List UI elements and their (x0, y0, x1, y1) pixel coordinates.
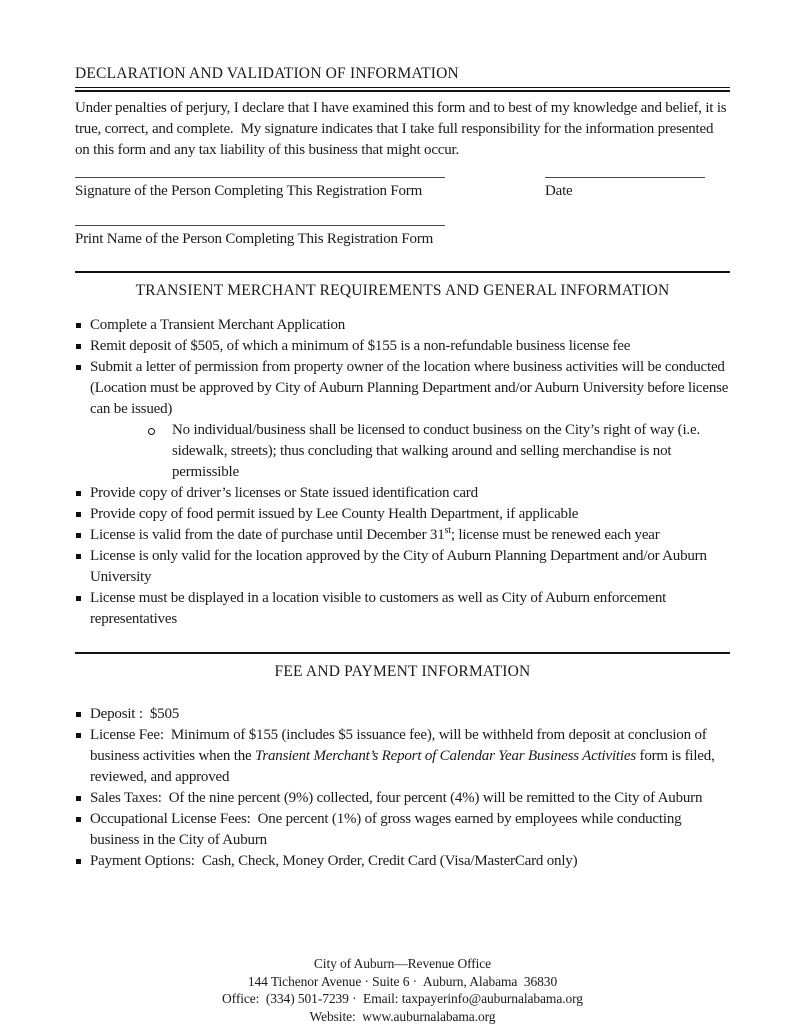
square-bullet-icon (75, 336, 90, 357)
bullet-item (75, 704, 730, 725)
square-bullet-icon (75, 483, 90, 504)
bullet-item (75, 588, 730, 630)
signature-row (75, 177, 730, 201)
bullet-text: License must be displayed in a location visible to customers as well as City of Auburn enforcement representatives (90, 590, 670, 627)
declaration-body: Under penalties of perjury, I declare that I have examined this form and to best of my knowledge and belief, it is true, correct, and complete. My signature indicates that I take full responsibility for the information presented on this form and any tax liability of this business that might occur. (75, 100, 730, 158)
fees-title: FEE AND PAYMENT INFORMATION (274, 663, 531, 680)
bullet-item (75, 525, 730, 546)
bullet-item (75, 336, 730, 357)
bullet-item (145, 420, 730, 483)
square-bullet-icon (75, 704, 90, 725)
signature-label: Signature of the Person Completing This Registration Form (75, 183, 423, 199)
bullet-item (75, 546, 730, 588)
requirements-list (75, 315, 730, 630)
print-name-label: Print Name of the Person Completing This Registration Form (75, 231, 434, 247)
square-bullet-icon (75, 357, 90, 483)
date-line (545, 177, 705, 178)
print-name-block (75, 225, 445, 249)
requirements-title: TRANSIENT MERCHANT REQUIREMENTS AND GENERAL INFORMATION (135, 282, 670, 299)
bullet-text: Sales Taxes: Of the nine percent (9%) collected, four percent (4%) will be remitted to the City of Auburn (90, 790, 703, 806)
declaration-title: DECLARATION AND VALIDATION OF INFORMATION (75, 65, 459, 82)
bullet-text: Submit a letter of permission from property owner of the location where business activities will be conducted (Location must be approved by City of Auburn Planning Department and/or Auburn University before license can be issued) No individual/business shall be licensed to conduct business on the City’s right of way (i.e. sidewalk, streets); thus concluding that walking around and selling merchandise is not permissible (90, 357, 730, 483)
text-segment: License Fee: Minimum of $155 (includes $5 issuance fee), will be withheld from deposit at conclusion of business activities when the (90, 727, 711, 764)
requirements-section (75, 249, 730, 630)
bullet-text: Complete a Transient Merchant Application (90, 317, 346, 333)
text-segment: form is filed, reviewed, and approved (90, 748, 719, 785)
declaration-section (75, 64, 730, 249)
text-segment: st (444, 525, 451, 536)
bullet-text: Provide copy of driver’s licenses or State issued identification card (90, 485, 478, 501)
square-bullet-icon (75, 315, 90, 336)
bullet-item (75, 809, 730, 851)
square-bullet-icon (75, 504, 90, 525)
square-bullet-icon (75, 851, 90, 872)
bullet-item (75, 851, 730, 872)
footer-line: City of Auburn—Revenue Office (313, 956, 492, 971)
bullet-text (90, 525, 730, 546)
section-divider (75, 271, 730, 273)
footer-line: Office: (334) 501-7239 · Email: taxpayerinfo@auburnalabama.org (222, 991, 583, 1006)
bullet-item (75, 725, 730, 788)
square-bullet-icon (75, 788, 90, 809)
date-label: Date (545, 183, 573, 199)
bullet-item (75, 504, 730, 525)
text-segment: ; license must be renewed each year (450, 527, 660, 543)
bullet-item (75, 483, 730, 504)
bullet-text: No individual/business shall be licensed to conduct business on the City’s right of way (i.e. sidewalk, streets); thus concluding that walking around and selling merchandise is not permissible (172, 422, 704, 480)
section-divider (75, 652, 730, 654)
office-contact-footer (75, 955, 730, 1027)
bullet-item (75, 315, 730, 336)
text-segment: Transient Merchant’s Report of Calendar Year Business Activities (255, 748, 636, 764)
bullet-text: Deposit : $505 (90, 706, 180, 722)
square-bullet-icon (75, 588, 90, 630)
print-name-line (75, 225, 445, 226)
footer-line: Website: www.auburnalabama.org (309, 1008, 496, 1024)
sub-bullet-list (145, 420, 730, 483)
bullet-text: Remit deposit of $505, of which a minimum of $155 is a non-refundable business license fee (90, 338, 631, 354)
text-segment: License is valid from the date of purchase until December 31 (90, 527, 445, 543)
bullet-text: Provide copy of food permit issued by Lee County Health Department, if applicable (90, 506, 579, 522)
signature-block (75, 177, 445, 201)
bullet-text (90, 725, 730, 788)
bullet-text: License is only valid for the location approved by the City of Auburn Planning Department and/or Auburn University (90, 548, 711, 585)
square-bullet-icon (75, 546, 90, 588)
footer-line: 144 Tichenor Avenue · Suite 6 · Auburn, Alabama 36830 (247, 973, 558, 989)
date-block (545, 177, 705, 201)
bullet-item (75, 788, 730, 809)
bullet-item (75, 357, 730, 483)
fees-list (75, 704, 730, 872)
square-bullet-icon (75, 725, 90, 788)
title-rule (75, 87, 730, 92)
bullet-text: Occupational License Fees: One percent (1%) of gross wages earned by employees while conducting business in the City of Auburn (90, 811, 685, 848)
bullet-text: Payment Options: Cash, Check, Money Order, Credit Card (Visa/MasterCard only) (90, 853, 578, 869)
signature-line (75, 177, 445, 178)
square-bullet-icon (75, 525, 90, 546)
fees-section (75, 630, 730, 872)
circle-bullet-icon (145, 420, 172, 483)
square-bullet-icon (75, 809, 90, 851)
